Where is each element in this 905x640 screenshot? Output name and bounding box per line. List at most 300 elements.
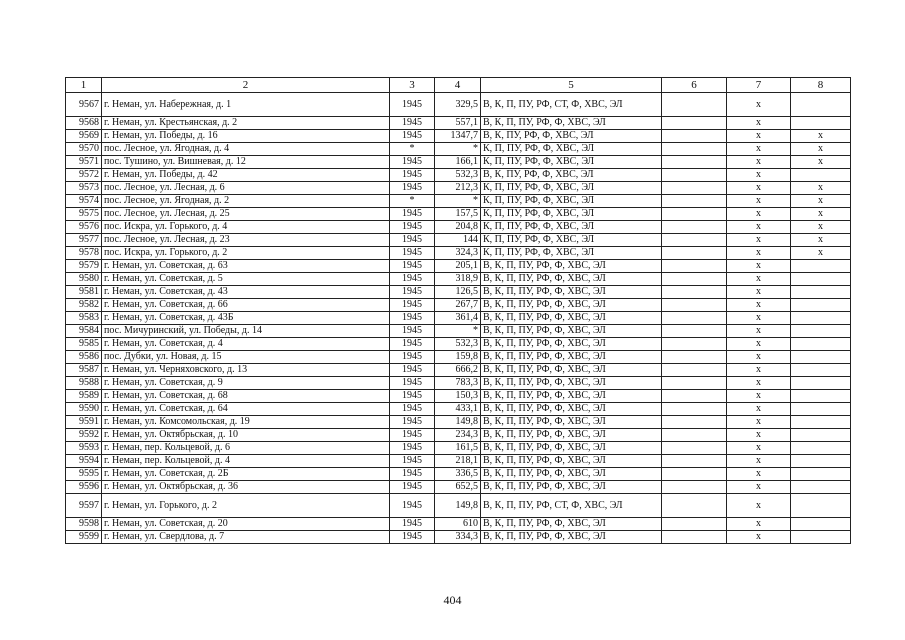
table-row xyxy=(66,130,851,143)
cell-address: пос. Лесное, ул. Лесная, д. 6 xyxy=(102,182,390,195)
cell-address: г. Неман, ул. Победы, д. 42 xyxy=(102,169,390,182)
table-row xyxy=(66,169,851,182)
cell-systems: В, К, П, ПУ, РФ, Ф, ХВС, ЭЛ xyxy=(481,117,662,130)
cell-systems: В, К, П, ПУ, РФ, Ф, ХВС, ЭЛ xyxy=(481,377,662,390)
cell-address: г. Неман, ул. Советская, д. 66 xyxy=(102,299,390,312)
cell-year: 1945 xyxy=(390,518,435,531)
cell-area: 783,3 xyxy=(435,377,481,390)
cell-column-6 xyxy=(662,518,727,531)
cell-address: г. Неман, ул. Набережная, д. 1 xyxy=(102,93,390,117)
cell-systems: К, П, ПУ, РФ, Ф, ХВС, ЭЛ xyxy=(481,156,662,169)
table-row xyxy=(66,234,851,247)
table-row xyxy=(66,390,851,403)
cell-systems: К, П, ПУ, РФ, Ф, ХВС, ЭЛ xyxy=(481,234,662,247)
cell-systems: В, К, П, ПУ, РФ, Ф, ХВС, ЭЛ xyxy=(481,403,662,416)
cell-area: 666,2 xyxy=(435,364,481,377)
table-row xyxy=(66,195,851,208)
cell-year: 1945 xyxy=(390,468,435,481)
table-row xyxy=(66,273,851,286)
cell-column-7: х xyxy=(727,169,791,182)
cell-column-6 xyxy=(662,403,727,416)
cell-record-number: 9578 xyxy=(66,247,102,260)
cell-column-6 xyxy=(662,494,727,518)
cell-year: 1945 xyxy=(390,117,435,130)
cell-column-7: х xyxy=(727,286,791,299)
cell-column-7: х xyxy=(727,364,791,377)
cell-systems: К, П, ПУ, РФ, Ф, ХВС, ЭЛ xyxy=(481,247,662,260)
table-row xyxy=(66,416,851,429)
cell-address: пос. Лесное, ул. Ягодная, д. 2 xyxy=(102,195,390,208)
cell-column-7: х xyxy=(727,195,791,208)
cell-address: пос. Лесное, ул. Ягодная, д. 4 xyxy=(102,143,390,156)
cell-column-8 xyxy=(791,403,851,416)
cell-systems: В, К, ПУ, РФ, Ф, ХВС, ЭЛ xyxy=(481,130,662,143)
table-row xyxy=(66,531,851,544)
cell-year: 1945 xyxy=(390,260,435,273)
cell-column-6 xyxy=(662,286,727,299)
table-row xyxy=(66,221,851,234)
table-row xyxy=(66,403,851,416)
cell-column-6 xyxy=(662,117,727,130)
cell-column-6 xyxy=(662,377,727,390)
cell-column-8 xyxy=(791,273,851,286)
cell-column-6 xyxy=(662,338,727,351)
cell-record-number: 9576 xyxy=(66,221,102,234)
cell-year: 1945 xyxy=(390,273,435,286)
cell-year: 1945 xyxy=(390,325,435,338)
cell-record-number: 9582 xyxy=(66,299,102,312)
registry-table xyxy=(65,77,851,544)
column-header-7: 7 xyxy=(727,78,791,93)
registry-sheet xyxy=(65,77,850,544)
cell-column-6 xyxy=(662,208,727,221)
column-header-6: 6 xyxy=(662,78,727,93)
cell-systems: В, К, П, ПУ, РФ, Ф, ХВС, ЭЛ xyxy=(481,260,662,273)
cell-area: 318,9 xyxy=(435,273,481,286)
page-number: 404 xyxy=(443,593,462,607)
cell-column-7: х xyxy=(727,390,791,403)
cell-column-7: х xyxy=(727,143,791,156)
cell-address: пос. Мичуринский, ул. Победы, д. 14 xyxy=(102,325,390,338)
cell-column-6 xyxy=(662,182,727,195)
cell-address: пос. Тушино, ул. Вишневая, д. 12 xyxy=(102,156,390,169)
cell-area: 205,1 xyxy=(435,260,481,273)
cell-record-number: 9583 xyxy=(66,312,102,325)
cell-column-6 xyxy=(662,247,727,260)
cell-address: г. Неман, ул. Советская, д. 68 xyxy=(102,390,390,403)
cell-systems: В, К, П, ПУ, РФ, Ф, ХВС, ЭЛ xyxy=(481,325,662,338)
cell-column-6 xyxy=(662,312,727,325)
cell-record-number: 9594 xyxy=(66,455,102,468)
cell-address: г. Неман, пер. Кольцевой, д. 4 xyxy=(102,455,390,468)
cell-column-6 xyxy=(662,531,727,544)
cell-address: пос. Дубки, ул. Новая, д. 15 xyxy=(102,351,390,364)
cell-record-number: 9589 xyxy=(66,390,102,403)
column-header-4: 4 xyxy=(435,78,481,93)
cell-systems: В, К, П, ПУ, РФ, Ф, ХВС, ЭЛ xyxy=(481,531,662,544)
cell-address: г. Неман, ул. Советская, д. 4 xyxy=(102,338,390,351)
cell-record-number: 9569 xyxy=(66,130,102,143)
cell-systems: В, К, П, ПУ, РФ, Ф, ХВС, ЭЛ xyxy=(481,468,662,481)
cell-record-number: 9585 xyxy=(66,338,102,351)
cell-record-number: 9586 xyxy=(66,351,102,364)
cell-column-7: х xyxy=(727,260,791,273)
cell-column-8: х xyxy=(791,130,851,143)
cell-area: * xyxy=(435,325,481,338)
cell-record-number: 9567 xyxy=(66,93,102,117)
cell-column-8 xyxy=(791,169,851,182)
cell-column-7: х xyxy=(727,312,791,325)
cell-area: 557,1 xyxy=(435,117,481,130)
column-header-1: 1 xyxy=(66,78,102,93)
cell-column-8 xyxy=(791,312,851,325)
cell-area: 329,5 xyxy=(435,93,481,117)
cell-column-7: х xyxy=(727,377,791,390)
cell-record-number: 9571 xyxy=(66,156,102,169)
cell-record-number: 9599 xyxy=(66,531,102,544)
cell-record-number: 9577 xyxy=(66,234,102,247)
table-row xyxy=(66,518,851,531)
cell-column-8: х xyxy=(791,247,851,260)
cell-year: 1945 xyxy=(390,442,435,455)
table-row xyxy=(66,247,851,260)
cell-address: г. Неман, ул. Октябрьская, д. 10 xyxy=(102,429,390,442)
cell-column-8 xyxy=(791,351,851,364)
cell-record-number: 9596 xyxy=(66,481,102,494)
cell-area: 652,5 xyxy=(435,481,481,494)
cell-column-6 xyxy=(662,273,727,286)
header-row xyxy=(66,78,851,93)
cell-column-8 xyxy=(791,468,851,481)
cell-column-6 xyxy=(662,234,727,247)
cell-systems: В, К, П, ПУ, РФ, Ф, ХВС, ЭЛ xyxy=(481,286,662,299)
table-row xyxy=(66,182,851,195)
cell-column-7: х xyxy=(727,299,791,312)
table-row xyxy=(66,156,851,169)
cell-column-6 xyxy=(662,416,727,429)
cell-address: г. Неман, ул. Свердлова, д. 7 xyxy=(102,531,390,544)
cell-column-7: х xyxy=(727,156,791,169)
cell-systems: В, К, П, ПУ, РФ, Ф, ХВС, ЭЛ xyxy=(481,299,662,312)
cell-address: пос. Искра, ул. Горького, д. 4 xyxy=(102,221,390,234)
cell-year: 1945 xyxy=(390,429,435,442)
cell-address: г. Неман, ул. Комсомольская, д. 19 xyxy=(102,416,390,429)
cell-record-number: 9573 xyxy=(66,182,102,195)
cell-area: 161,5 xyxy=(435,442,481,455)
column-header-3: 3 xyxy=(390,78,435,93)
cell-column-7: х xyxy=(727,247,791,260)
cell-column-7: х xyxy=(727,416,791,429)
cell-area: 166,1 xyxy=(435,156,481,169)
cell-year: 1945 xyxy=(390,208,435,221)
cell-address: пос. Искра, ул. Горького, д. 2 xyxy=(102,247,390,260)
cell-area: 157,5 xyxy=(435,208,481,221)
cell-area: * xyxy=(435,143,481,156)
cell-year: 1945 xyxy=(390,351,435,364)
table-row xyxy=(66,351,851,364)
registry-body xyxy=(66,93,851,544)
cell-address: г. Неман, ул. Советская, д. 9 xyxy=(102,377,390,390)
cell-column-8 xyxy=(791,481,851,494)
cell-area: 126,5 xyxy=(435,286,481,299)
table-row xyxy=(66,260,851,273)
cell-column-7: х xyxy=(727,273,791,286)
cell-column-7: х xyxy=(727,442,791,455)
cell-record-number: 9570 xyxy=(66,143,102,156)
cell-column-7: х xyxy=(727,481,791,494)
cell-systems: В, К, П, ПУ, РФ, СТ, Ф, ХВС, ЭЛ xyxy=(481,93,662,117)
cell-record-number: 9590 xyxy=(66,403,102,416)
cell-area: 144 xyxy=(435,234,481,247)
cell-systems: В, К, П, ПУ, РФ, Ф, ХВС, ЭЛ xyxy=(481,338,662,351)
cell-systems: В, К, П, ПУ, РФ, Ф, ХВС, ЭЛ xyxy=(481,390,662,403)
cell-column-8 xyxy=(791,494,851,518)
cell-column-7: х xyxy=(727,455,791,468)
cell-area: 361,4 xyxy=(435,312,481,325)
cell-column-7: х xyxy=(727,117,791,130)
cell-column-8: х xyxy=(791,182,851,195)
cell-year: 1945 xyxy=(390,286,435,299)
cell-year: 1945 xyxy=(390,156,435,169)
cell-record-number: 9597 xyxy=(66,494,102,518)
cell-year: 1945 xyxy=(390,93,435,117)
cell-systems: К, П, ПУ, РФ, Ф, ХВС, ЭЛ xyxy=(481,143,662,156)
cell-column-8 xyxy=(791,299,851,312)
cell-column-6 xyxy=(662,468,727,481)
cell-column-8 xyxy=(791,338,851,351)
cell-address: г. Неман, ул. Крестьянская, д. 2 xyxy=(102,117,390,130)
cell-record-number: 9591 xyxy=(66,416,102,429)
cell-column-8 xyxy=(791,93,851,117)
table-row xyxy=(66,481,851,494)
cell-column-8: х xyxy=(791,234,851,247)
cell-record-number: 9598 xyxy=(66,518,102,531)
cell-column-8 xyxy=(791,286,851,299)
cell-year: 1945 xyxy=(390,494,435,518)
cell-column-8 xyxy=(791,325,851,338)
cell-area: 336,5 xyxy=(435,468,481,481)
cell-year: 1945 xyxy=(390,247,435,260)
cell-year: 1945 xyxy=(390,364,435,377)
cell-area: 159,8 xyxy=(435,351,481,364)
cell-year: 1945 xyxy=(390,299,435,312)
cell-year: 1945 xyxy=(390,130,435,143)
cell-column-8: х xyxy=(791,195,851,208)
cell-column-6 xyxy=(662,481,727,494)
table-row xyxy=(66,494,851,518)
cell-year: * xyxy=(390,195,435,208)
table-row xyxy=(66,468,851,481)
cell-column-7: х xyxy=(727,531,791,544)
table-row xyxy=(66,429,851,442)
cell-column-7: х xyxy=(727,494,791,518)
cell-column-7: х xyxy=(727,93,791,117)
cell-address: г. Неман, ул. Советская, д. 2Б xyxy=(102,468,390,481)
cell-record-number: 9588 xyxy=(66,377,102,390)
cell-column-6 xyxy=(662,221,727,234)
cell-record-number: 9595 xyxy=(66,468,102,481)
cell-column-6 xyxy=(662,429,727,442)
table-row xyxy=(66,455,851,468)
cell-year: 1945 xyxy=(390,182,435,195)
cell-year: * xyxy=(390,143,435,156)
cell-systems: В, К, П, ПУ, РФ, Ф, ХВС, ЭЛ xyxy=(481,351,662,364)
cell-systems: К, П, ПУ, РФ, Ф, ХВС, ЭЛ xyxy=(481,195,662,208)
cell-column-8 xyxy=(791,429,851,442)
cell-address: г. Неман, ул. Горького, д. 2 xyxy=(102,494,390,518)
cell-column-8: х xyxy=(791,208,851,221)
table-row xyxy=(66,377,851,390)
cell-column-6 xyxy=(662,455,727,468)
cell-column-7: х xyxy=(727,182,791,195)
cell-area: 267,7 xyxy=(435,299,481,312)
cell-area: 204,8 xyxy=(435,221,481,234)
cell-record-number: 9580 xyxy=(66,273,102,286)
cell-area: 334,3 xyxy=(435,531,481,544)
cell-column-8 xyxy=(791,260,851,273)
cell-area: 532,3 xyxy=(435,169,481,182)
cell-column-7: х xyxy=(727,403,791,416)
cell-address: г. Неман, ул. Советская, д. 43 xyxy=(102,286,390,299)
cell-address: г. Неман, ул. Победы, д. 16 xyxy=(102,130,390,143)
cell-column-8 xyxy=(791,455,851,468)
cell-column-8 xyxy=(791,416,851,429)
cell-area: 212,3 xyxy=(435,182,481,195)
cell-column-6 xyxy=(662,351,727,364)
cell-record-number: 9592 xyxy=(66,429,102,442)
table-row xyxy=(66,286,851,299)
cell-column-7: х xyxy=(727,221,791,234)
cell-column-8: х xyxy=(791,143,851,156)
cell-year: 1945 xyxy=(390,390,435,403)
cell-record-number: 9593 xyxy=(66,442,102,455)
cell-address: г. Неман, ул. Октябрьская, д. 36 xyxy=(102,481,390,494)
cell-systems: В, К, П, ПУ, РФ, Ф, ХВС, ЭЛ xyxy=(481,442,662,455)
cell-area: * xyxy=(435,195,481,208)
cell-column-6 xyxy=(662,143,727,156)
cell-year: 1945 xyxy=(390,312,435,325)
cell-column-6 xyxy=(662,156,727,169)
cell-systems: В, К, П, ПУ, РФ, Ф, ХВС, ЭЛ xyxy=(481,518,662,531)
cell-year: 1945 xyxy=(390,338,435,351)
cell-column-6 xyxy=(662,130,727,143)
table-row xyxy=(66,117,851,130)
cell-area: 324,3 xyxy=(435,247,481,260)
cell-column-8 xyxy=(791,531,851,544)
column-header-2: 2 xyxy=(102,78,390,93)
cell-address: пос. Лесное, ул. Лесная, д. 23 xyxy=(102,234,390,247)
cell-column-6 xyxy=(662,93,727,117)
cell-column-7: х xyxy=(727,130,791,143)
cell-column-8 xyxy=(791,390,851,403)
table-row xyxy=(66,143,851,156)
cell-address: г. Неман, ул. Советская, д. 63 xyxy=(102,260,390,273)
cell-address: г. Неман, ул. Черняховского, д. 13 xyxy=(102,364,390,377)
table-row xyxy=(66,442,851,455)
cell-column-8 xyxy=(791,377,851,390)
cell-record-number: 9584 xyxy=(66,325,102,338)
cell-systems: В, К, П, ПУ, РФ, Ф, ХВС, ЭЛ xyxy=(481,429,662,442)
cell-column-8: х xyxy=(791,221,851,234)
cell-record-number: 9575 xyxy=(66,208,102,221)
cell-column-8 xyxy=(791,364,851,377)
cell-year: 1945 xyxy=(390,455,435,468)
cell-address: г. Неман, ул. Советская, д. 20 xyxy=(102,518,390,531)
cell-area: 150,3 xyxy=(435,390,481,403)
cell-record-number: 9579 xyxy=(66,260,102,273)
table-row xyxy=(66,93,851,117)
cell-column-8: х xyxy=(791,156,851,169)
cell-column-8 xyxy=(791,442,851,455)
cell-record-number: 9574 xyxy=(66,195,102,208)
cell-systems: В, К, П, ПУ, РФ, Ф, ХВС, ЭЛ xyxy=(481,455,662,468)
cell-column-7: х xyxy=(727,325,791,338)
table-row xyxy=(66,312,851,325)
cell-column-7: х xyxy=(727,338,791,351)
cell-record-number: 9568 xyxy=(66,117,102,130)
cell-systems: К, П, ПУ, РФ, Ф, ХВС, ЭЛ xyxy=(481,221,662,234)
cell-address: г. Неман, ул. Советская, д. 43Б xyxy=(102,312,390,325)
cell-systems: К, П, ПУ, РФ, Ф, ХВС, ЭЛ xyxy=(481,182,662,195)
cell-column-6 xyxy=(662,442,727,455)
column-header-8: 8 xyxy=(791,78,851,93)
cell-column-7: х xyxy=(727,518,791,531)
cell-column-6 xyxy=(662,299,727,312)
cell-column-7: х xyxy=(727,468,791,481)
cell-area: 218,1 xyxy=(435,455,481,468)
table-row xyxy=(66,325,851,338)
cell-column-6 xyxy=(662,325,727,338)
cell-address: пос. Лесное, ул. Лесная, д. 25 xyxy=(102,208,390,221)
table-row xyxy=(66,208,851,221)
cell-area: 149,8 xyxy=(435,494,481,518)
cell-year: 1945 xyxy=(390,531,435,544)
table-row xyxy=(66,364,851,377)
cell-year: 1945 xyxy=(390,481,435,494)
cell-systems: В, К, П, ПУ, РФ, Ф, ХВС, ЭЛ xyxy=(481,481,662,494)
cell-column-8 xyxy=(791,518,851,531)
cell-area: 610 xyxy=(435,518,481,531)
cell-record-number: 9581 xyxy=(66,286,102,299)
cell-year: 1945 xyxy=(390,234,435,247)
cell-column-7: х xyxy=(727,208,791,221)
cell-column-6 xyxy=(662,364,727,377)
cell-year: 1945 xyxy=(390,403,435,416)
cell-systems: В, К, П, ПУ, РФ, Ф, ХВС, ЭЛ xyxy=(481,312,662,325)
cell-column-6 xyxy=(662,390,727,403)
cell-column-7: х xyxy=(727,234,791,247)
cell-column-8 xyxy=(791,117,851,130)
cell-column-7: х xyxy=(727,429,791,442)
cell-area: 234,3 xyxy=(435,429,481,442)
cell-area: 149,8 xyxy=(435,416,481,429)
cell-address: г. Неман, ул. Советская, д. 5 xyxy=(102,273,390,286)
cell-year: 1945 xyxy=(390,221,435,234)
table-row xyxy=(66,338,851,351)
column-header-5: 5 xyxy=(481,78,662,93)
cell-column-6 xyxy=(662,195,727,208)
cell-record-number: 9572 xyxy=(66,169,102,182)
table-row xyxy=(66,299,851,312)
cell-area: 433,1 xyxy=(435,403,481,416)
cell-systems: В, К, П, ПУ, РФ, Ф, ХВС, ЭЛ xyxy=(481,416,662,429)
cell-area: 1347,7 xyxy=(435,130,481,143)
cell-year: 1945 xyxy=(390,377,435,390)
cell-record-number: 9587 xyxy=(66,364,102,377)
cell-systems: В, К, ПУ, РФ, Ф, ХВС, ЭЛ xyxy=(481,169,662,182)
cell-column-6 xyxy=(662,260,727,273)
cell-year: 1945 xyxy=(390,169,435,182)
